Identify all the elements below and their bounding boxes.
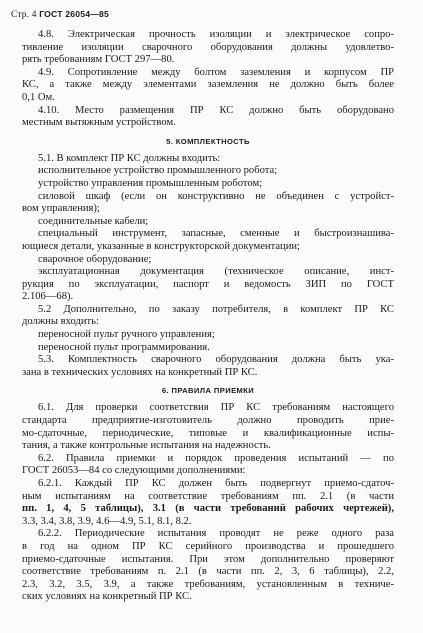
list-item: устройство управления промышленным роботом; xyxy=(38,177,263,189)
text-line: ГОСТ 26053—84 со следующими дополнениями: xyxy=(22,465,246,477)
text-line: 4.8. Электрическая прочность изоляции и электрическое сопро- xyxy=(38,29,394,40)
list-item: исполнительное устройство промышленного робота; xyxy=(38,165,278,177)
text-line: приемо-сдаточные испытания. При этом дополнительно проверяют xyxy=(22,553,394,565)
text-line: КС, а также между элементами заземления не должно быть более xyxy=(22,79,394,91)
text-line: местным вытяжным устройством. xyxy=(22,117,176,129)
text-line: 3.3, 3.4, 3.8, 3.9, 4.6—4.9, 5.1, 8.1, 8.2. xyxy=(22,515,192,527)
section-heading: 6. ПРАВИЛА ПРИЕМКИ xyxy=(161,386,255,396)
list-item: сварочное оборудование; xyxy=(38,253,152,265)
list-item: специальный инструмент, запасные, сменные и быстроизнашива- xyxy=(38,228,394,240)
text-line: рять требованиям ГОСТ 297—80. xyxy=(22,54,175,66)
text-line: 5.2 Дополнительно, по заказу потребителя, в комплект ПР КС xyxy=(38,303,394,315)
text-line: ным испытаниям на соответствие требованиям пп. 2.1 (в части xyxy=(22,490,394,502)
text-line: стандарта предприятие-изготовитель должно проводить прие- xyxy=(22,415,394,427)
text-line: вом управления); xyxy=(22,203,100,215)
text-line: рукция по эксплуатации, паспорт и ведомость ЗИП по ГОСТ xyxy=(22,278,394,290)
standard-title: ГОСТ 26054—85 xyxy=(39,9,109,19)
list-item: переносной пульт ручного управления; xyxy=(38,329,215,341)
text-line: должны входить: xyxy=(22,316,99,328)
text-line: мо-сдаточные, периодические, типовые и квалификационные испы- xyxy=(22,427,394,439)
text-line: пп. 1, 4, 5 таблицы), 3.1 (в части требований рабочих чертежей), xyxy=(22,503,394,515)
text-line: соответствие требованиям п. 2.1 (в части пп. 2, 3, 6 таблицы), 2.2, xyxy=(22,566,394,578)
text-line: 5.1. В комплект ПР КС должны входить: xyxy=(38,152,221,164)
list-item: соединительные кабели; xyxy=(38,215,149,227)
text-line: ющиеся детали, указанные в конструкторской документации; xyxy=(22,240,300,252)
text-line: 5.3. Комплектность сварочного оборудования должна быть ука- xyxy=(38,354,394,366)
text-line: 6.1. Для проверки соответствия ПР КС требованиям настоящего xyxy=(38,402,394,414)
text-line: 4.9. Сопротивление между болтом заземления и корпусом ПР xyxy=(38,66,394,78)
text-line: 6.2.2. Периодические испытания проводят не реже одного раза xyxy=(38,528,394,540)
text-line: ских условиях на конкретный ПР КС. xyxy=(22,591,192,603)
text-line: тивление изоляции сварочного оборудования должны удовлетво- xyxy=(22,41,394,53)
text-line: зана в технических условиях на конкретный ПР КС. xyxy=(22,366,258,378)
page-header xyxy=(11,9,109,20)
text-line: 0,1 Ом. xyxy=(22,91,55,103)
page-number: Стр. 4 xyxy=(11,10,37,20)
text-line: 6.2.1. Каждый ПР КС должен быть подвергнут приемо-сдаточ- xyxy=(38,478,394,489)
text-line: 2.3, 3.2, 3.5, 3.9, а также требованиям, установленным в техниче- xyxy=(22,578,394,590)
document-body xyxy=(22,29,394,604)
text-line: 4.10. Место размещения ПР КС должно быть оборудовано xyxy=(38,104,394,116)
section-heading: 5. КОМПЛЕКТНОСТЬ xyxy=(166,136,250,146)
text-line: 6.2. Правила приемки и порядок проведения испытаний — по xyxy=(38,452,394,464)
text-line: в год на одном ПР КС серийного производства и прошедшего xyxy=(22,540,394,552)
list-item: эксплуатационная документация (техническое описание, инст- xyxy=(38,266,394,278)
list-item: переносной пульт программирования. xyxy=(38,341,210,353)
text-line: 2.106—68). xyxy=(22,291,74,303)
text-line: тания, а также контрольные испытания на надежность. xyxy=(22,440,271,452)
list-item: силовой шкаф (если он конструктивно не объединен с устройст- xyxy=(38,190,394,202)
